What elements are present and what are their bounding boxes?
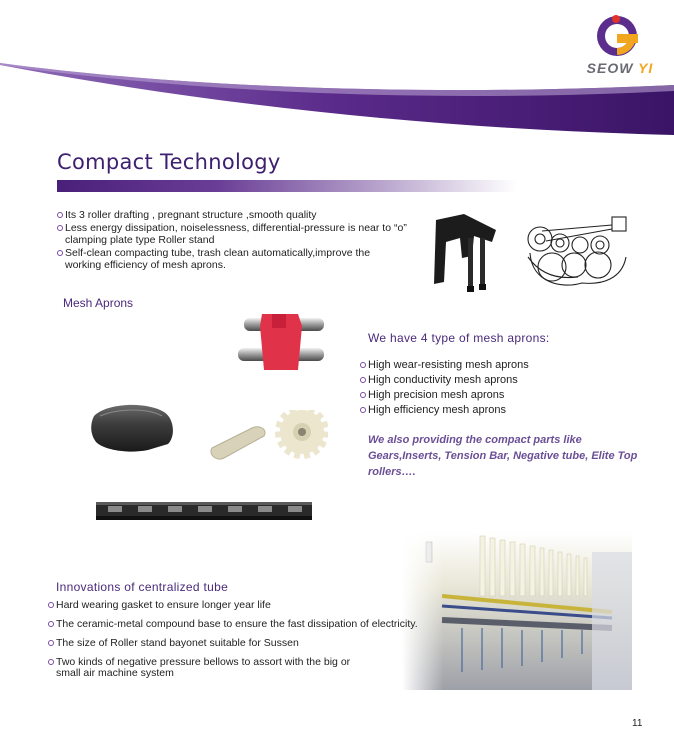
list-item: The size of Roller stand bayonet suitable for Sussen xyxy=(48,638,428,649)
types-heading: We have 4 type of mesh aprons: xyxy=(368,331,550,345)
list-item: Two kinds of negative pressure bellows to assort with the big or small air machine system xyxy=(48,657,376,679)
section-heading-mesh-aprons: Mesh Aprons xyxy=(63,296,134,310)
list-item: High wear-resisting mesh aprons xyxy=(360,358,529,373)
insert-and-gear-image xyxy=(208,410,328,464)
header-swoosh xyxy=(0,55,674,145)
list-item: High efficiency mesh aprons xyxy=(360,403,529,418)
tension-bar-image xyxy=(94,496,314,524)
compact-parts-note: We also providing the compact parts like Gears,Inserts, Tension Bar, Negative tube, Elite Top rollers…. xyxy=(368,434,638,478)
red-roller-cradle-image xyxy=(236,310,328,376)
page-title: Compact Technology xyxy=(57,150,281,174)
section-heading-innovations: Innovations of centralized tube xyxy=(56,580,229,594)
intro-bullet-list xyxy=(57,209,407,272)
list-item: High conductivity mesh aprons xyxy=(360,373,529,388)
list-item: High precision mesh aprons xyxy=(360,388,529,403)
apron-types-list xyxy=(360,358,529,418)
innovations-list xyxy=(48,600,428,687)
roller-stand-diagram xyxy=(522,213,632,291)
seowyi-logo xyxy=(584,14,656,76)
list-item: Less energy dissipation, noiselessness, differential-pressure is near to “o” clamping plate type Roller stand xyxy=(57,222,407,247)
spinning-mill-photo xyxy=(402,532,632,690)
list-item: Its 3 roller drafting , pregnant structure ,smooth quality xyxy=(57,209,407,222)
page-number: 11 xyxy=(632,718,643,729)
title-underline-bar xyxy=(57,180,517,192)
dark-apron-image xyxy=(88,398,178,454)
logo-mark-icon xyxy=(584,14,656,60)
list-item: Hard wearing gasket to ensure longer year life xyxy=(48,600,428,611)
logo-wordmark: SEOW YI xyxy=(586,60,654,76)
list-item: The ceramic-metal compound base to ensure the fast dissipation of electricity. xyxy=(48,619,428,630)
drafting-bracket-image xyxy=(426,212,506,294)
list-item: Self-clean compacting tube, trash clean automatically,improve the working efficiency of mesh aprons. xyxy=(57,247,407,272)
